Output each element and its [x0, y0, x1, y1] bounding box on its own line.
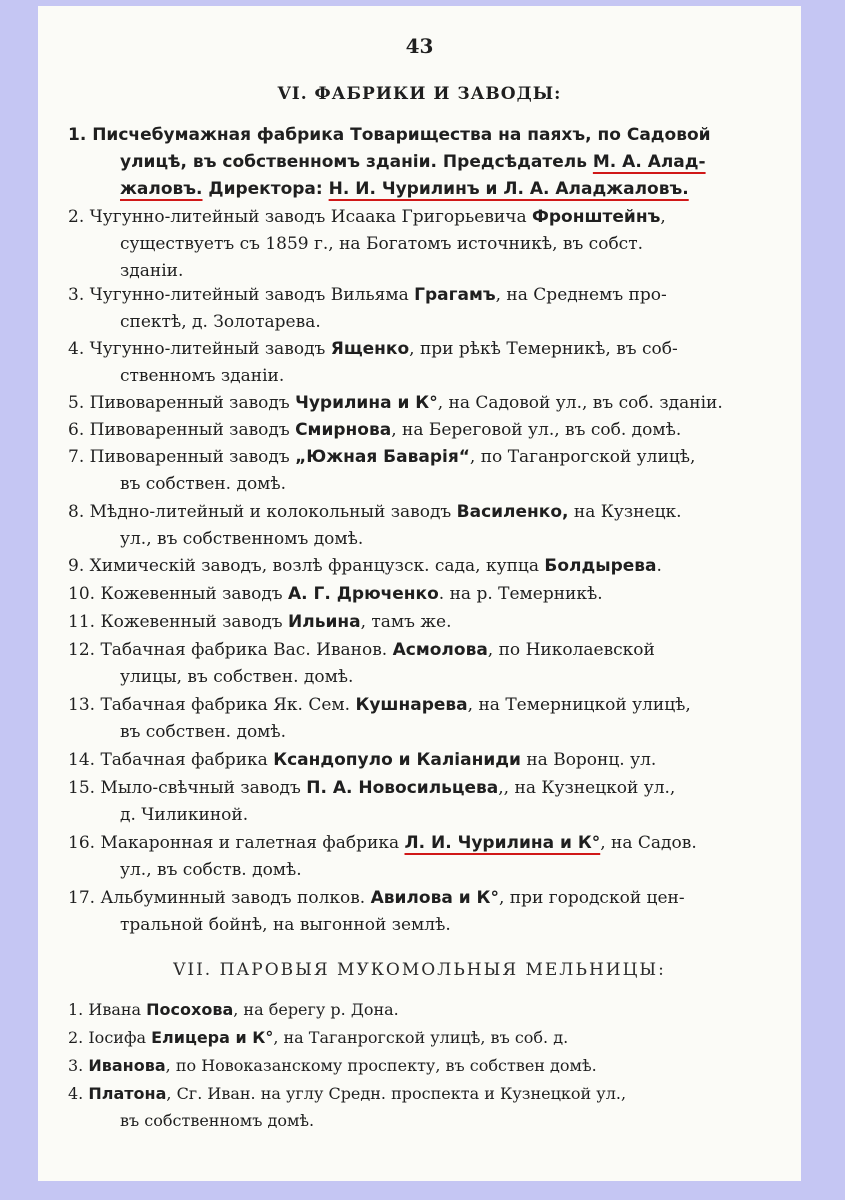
- entry-7: [68, 444, 768, 498]
- entry-9: [68, 553, 768, 580]
- entry-text: Мѣдно-литейный и колокольный заводъ: [89, 502, 457, 522]
- entry-number: 9.: [68, 556, 85, 576]
- entry-number: 4.: [68, 1084, 84, 1103]
- entry-14: [68, 747, 768, 774]
- entry-1-line-3: [68, 176, 768, 203]
- entry-owner: Ильина: [288, 612, 361, 632]
- entry-number: 11.: [68, 612, 96, 632]
- entry-text-cont: существуетъ съ 1859 г., на Богатомъ источникѣ, въ собст.: [120, 234, 644, 254]
- entry-15: [68, 775, 768, 829]
- entry-number: 8.: [68, 502, 85, 522]
- entry-text: Пивоваренный заводъ: [89, 393, 296, 413]
- entry-text: , по Новоказанскому проспекту, въ собствен домѣ.: [165, 1056, 597, 1075]
- entry-text: Мыло-свѣчный заводъ: [100, 778, 307, 798]
- entry-owner: Василенко,: [456, 502, 569, 522]
- entry-number: 1.: [68, 1000, 84, 1019]
- entry-number: 16.: [68, 833, 96, 853]
- entry-number: 2.: [68, 207, 85, 227]
- entry-3: [68, 282, 768, 336]
- entry-text: Макаронная и галетная фабрика: [100, 833, 405, 853]
- entry-16: [68, 830, 768, 884]
- entry-text: ,, на Кузнецкой ул.,: [498, 778, 676, 798]
- mill-1: [68, 996, 768, 1023]
- entry-owner: Грагамъ: [414, 285, 496, 305]
- entry-number: 3.: [68, 285, 85, 305]
- entry-text-cont: въ собствен. домѣ.: [120, 722, 287, 742]
- entry-number: 3.: [68, 1056, 84, 1075]
- entry-owner: Ященко: [330, 339, 410, 359]
- entry-owner: Болдырева: [544, 556, 657, 576]
- entry-owner: Авилова и К°: [370, 888, 499, 908]
- entry-text: Чугунно-литейный заводъ Вильяма: [89, 285, 415, 305]
- entry-owner: Асмолова: [392, 640, 488, 660]
- section-heading-factories: VI. ФАБРИКИ И ЗАВОДЫ:: [277, 84, 562, 104]
- entry-1-chairman: М. А. Алад-: [592, 152, 706, 172]
- entry-text: на Кузнецк.: [568, 502, 682, 522]
- entry-text-cont: въ собственномъ домѣ.: [120, 1111, 315, 1130]
- entry-text-cont: д. Чиликиной.: [120, 805, 249, 825]
- entry-text-cont: зданіи.: [120, 261, 184, 281]
- entry-text: , на Садовой ул., въ соб. зданіи.: [437, 393, 723, 413]
- entry-owner: Иванова: [88, 1056, 166, 1075]
- entry-1-line-2: [68, 149, 768, 176]
- entry-owner: Платона: [88, 1084, 167, 1103]
- entry-number: 12.: [68, 640, 96, 660]
- entry-text: , на Среднемъ про-: [495, 285, 667, 305]
- entry-2: [68, 204, 768, 285]
- entry-text-cont: ственномъ зданіи.: [120, 366, 285, 386]
- entry-text: Чугунно-литейный заводъ Исаака Григорьевича: [89, 207, 533, 227]
- entry-owner: Посохова: [146, 1000, 234, 1019]
- entry-text: , по Николаевской: [487, 640, 655, 660]
- entry-text-cont: улицы, въ собствен. домѣ.: [120, 667, 354, 687]
- entry-owner: Ксандопуло и Каліаниди: [273, 750, 521, 770]
- entry-text: Пивоваренный заводъ: [89, 420, 296, 440]
- entry-number: 15.: [68, 778, 96, 798]
- entry-text: Ивана: [88, 1000, 147, 1019]
- entry-1: [68, 122, 768, 203]
- entry-text: , на берегу р. Дона.: [233, 1000, 399, 1019]
- entry-text: , при городской цен-: [498, 888, 685, 908]
- entry-owner: „Южная Баварія“: [295, 447, 470, 467]
- book-page: [38, 6, 801, 1181]
- entry-8: [68, 499, 768, 553]
- section-heading-mills: VII. ПАРОВЫЯ МУКОМОЛЬНЫЯ МЕЛЬНИЦЫ:: [173, 960, 666, 980]
- entry-1-line-1: 1. Писчебумажная фабрика Товарищества на паяхъ, по Садовой: [68, 125, 711, 145]
- entry-text: Пивоваренный заводъ: [89, 447, 296, 467]
- entry-text: . на р. Темерникѣ.: [438, 584, 603, 604]
- entry-number: 10.: [68, 584, 96, 604]
- entry-text-cont: спектѣ, д. Золотарева.: [120, 312, 321, 332]
- entry-text: Кожевенный заводъ: [100, 612, 289, 632]
- entry-text: Альбуминный заводъ полков.: [100, 888, 371, 908]
- entry-text: , при рѣкѣ Темерникѣ, въ соб-: [409, 339, 678, 359]
- entry-number: 13.: [68, 695, 96, 715]
- entry-owner: Л. И. Чурилина и К°: [404, 833, 601, 853]
- entry-text: Табачная фабрика: [100, 750, 274, 770]
- entry-17: [68, 885, 768, 939]
- entry-text-cont: ул., въ собственномъ домѣ.: [120, 529, 364, 549]
- entry-text: , на Береговой ул., въ соб. домѣ.: [391, 420, 682, 440]
- entry-12: [68, 637, 768, 691]
- entry-text: .: [656, 556, 662, 576]
- entry-1-text-a: улицѣ, въ собственномъ зданіи. Предсѣдатель: [120, 152, 593, 172]
- entry-owner: П. А. Новосильцева: [306, 778, 499, 798]
- entry-10: [68, 581, 768, 608]
- entry-1-chairman-cont: жаловъ.: [120, 179, 203, 199]
- entry-owner: Елицера и К°: [151, 1028, 274, 1047]
- entry-number: 17.: [68, 888, 96, 908]
- entry-owner: Фронштейнъ: [532, 207, 661, 227]
- entry-owner: Смирнова: [295, 420, 392, 440]
- entry-text: , тамъ же.: [360, 612, 452, 632]
- entry-4: [68, 336, 768, 390]
- entry-owner: А. Г. Дрюченко: [288, 584, 439, 604]
- entry-text: , Сг. Иван. на углу Средн. проспекта и Кузнецкой ул.,: [166, 1084, 627, 1103]
- entry-text: , на Темерницкой улицѣ,: [467, 695, 691, 715]
- entry-text: Химическій заводъ, возлѣ французск. сада, купца: [89, 556, 545, 576]
- entry-text: на Воронц. ул.: [520, 750, 657, 770]
- entry-number: 5.: [68, 393, 85, 413]
- entry-owner: Чурилина и К°: [295, 393, 438, 413]
- entry-text: Табачная фабрика Як. Сем.: [100, 695, 356, 715]
- mill-2: [68, 1024, 768, 1051]
- entry-text: , на Садов.: [600, 833, 697, 853]
- mill-4: [68, 1080, 768, 1134]
- entry-number: 2.: [68, 1028, 84, 1047]
- entry-text: Іосифа: [88, 1028, 152, 1047]
- entry-number: 14.: [68, 750, 96, 770]
- page-number: 43: [405, 34, 434, 58]
- entry-owner: Кушнарева: [355, 695, 468, 715]
- entry-text: Табачная фабрика Вас. Иванов.: [100, 640, 393, 660]
- entry-11: [68, 609, 768, 636]
- entry-5: [68, 390, 768, 417]
- entry-number: 4.: [68, 339, 85, 359]
- entry-text: , по Таганрогской улицѣ,: [469, 447, 696, 467]
- entry-text: , на Таганрогской улицѣ, въ соб. д.: [273, 1028, 569, 1047]
- entry-text: ,: [660, 207, 666, 227]
- mill-3: [68, 1052, 768, 1079]
- entry-text-cont: тральной бойнѣ, на выгонной землѣ.: [120, 915, 451, 935]
- entry-1-directors-label: Директора:: [202, 179, 329, 199]
- entry-text: Чугунно-литейный заводъ: [89, 339, 331, 359]
- entry-6: [68, 417, 768, 444]
- entry-text-cont: въ собствен. домѣ.: [120, 474, 287, 494]
- entry-1-directors: Н. И. Чурилинъ и Л. А. Аладжаловъ.: [328, 179, 689, 199]
- entry-13: [68, 692, 768, 746]
- entry-number: 7.: [68, 447, 85, 467]
- entry-number: 6.: [68, 420, 85, 440]
- entry-text-cont: ул., въ собств. домѣ.: [120, 860, 302, 880]
- entry-text: Кожевенный заводъ: [100, 584, 289, 604]
